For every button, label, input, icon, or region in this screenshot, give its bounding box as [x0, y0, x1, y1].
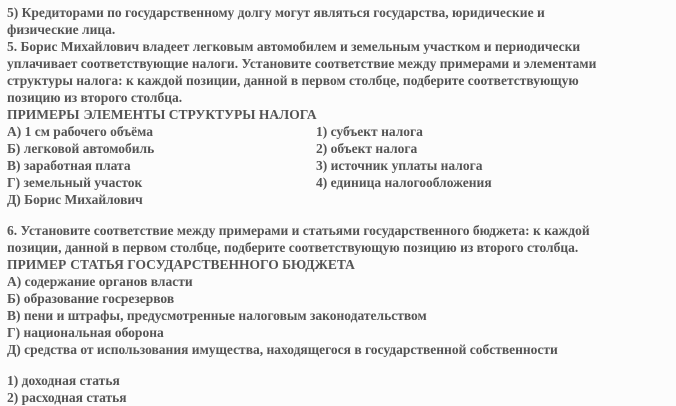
match-row [7, 174, 670, 191]
task6-header-example: ПРИМЕР [7, 257, 67, 272]
match-right-item: 4) единица налогообложения [316, 175, 492, 190]
match-left-item: В) заработная плата [7, 158, 131, 173]
task6-item: Б) образование госрезервов [7, 291, 175, 306]
task5-columns-header [7, 106, 670, 123]
match-right-item: 3) источник уплаты налога [316, 158, 483, 173]
task6-item: А) содержание органов власти [7, 274, 193, 289]
match-row [7, 140, 670, 157]
task6-item: Г) национальная оборона [7, 325, 164, 340]
match-left-item: Г) земельный участок [7, 175, 143, 190]
match-right-item: 2) объект налога [316, 141, 418, 156]
task6-item: Д) средства от использования имущества, находящегося в государственной собственности [7, 342, 558, 357]
intro-line: позиции, данной в первом столбце, подберите соответствующую позицию из второго столбца. [7, 240, 579, 255]
task6-intro [7, 222, 670, 256]
intro-line: 5. Борис Михайлович владеет легковым автомобилем и земельным участком и периодически [7, 39, 581, 54]
task5-header-elements: ЭЛЕМЕНТЫ СТРУКТУРЫ НАЛОГА [83, 107, 317, 122]
intro-line: уплачивает соответствующие налоги. Установите соответствие между примерами и элементами [7, 56, 597, 71]
task6-items [7, 273, 670, 358]
task6-item: В) пени и штрафы, предусмотренные налоговым законодательством [7, 308, 427, 323]
task6-option: 1) доходная статья [7, 373, 120, 388]
task6-options [7, 372, 670, 406]
match-left-item: А) 1 см рабочего объёма [7, 124, 153, 139]
match-row [7, 157, 670, 174]
intro-line: позицию из второго столбца. [7, 90, 183, 105]
intro-line: 6. Установите соответствие между примерами и статьями государственного бюджета: к каждой [7, 223, 590, 238]
statement-line: 5) Кредиторами по государственному долгу могут являться государства, юридические и [7, 5, 545, 20]
task5-matching-table [7, 123, 670, 208]
item5-statement [7, 4, 670, 38]
task6-columns-header [7, 256, 670, 273]
match-row [7, 191, 670, 208]
match-left-item: Б) легковой автомобиль [7, 141, 155, 156]
match-right-item [316, 191, 670, 208]
section-gap [7, 358, 670, 372]
task6-header-budget-article: СТАТЬЯ ГОСУДАРСТВЕННОГО БЮДЖЕТА [70, 257, 355, 272]
section-gap [7, 208, 670, 222]
intro-line: структуры налога: к каждой позиции, данной в первом столбце, подберите соответствующую [7, 73, 579, 88]
task5-header-examples: ПРИМЕРЫ [7, 107, 80, 122]
match-left-item: Д) Борис Михайлович [7, 192, 143, 207]
match-row [7, 123, 670, 140]
statement-line: физические лица. [7, 22, 116, 37]
match-right-item: 1) субъект налога [316, 124, 423, 139]
task6-option: 2) расходная статья [7, 390, 127, 405]
task5-intro [7, 38, 670, 106]
